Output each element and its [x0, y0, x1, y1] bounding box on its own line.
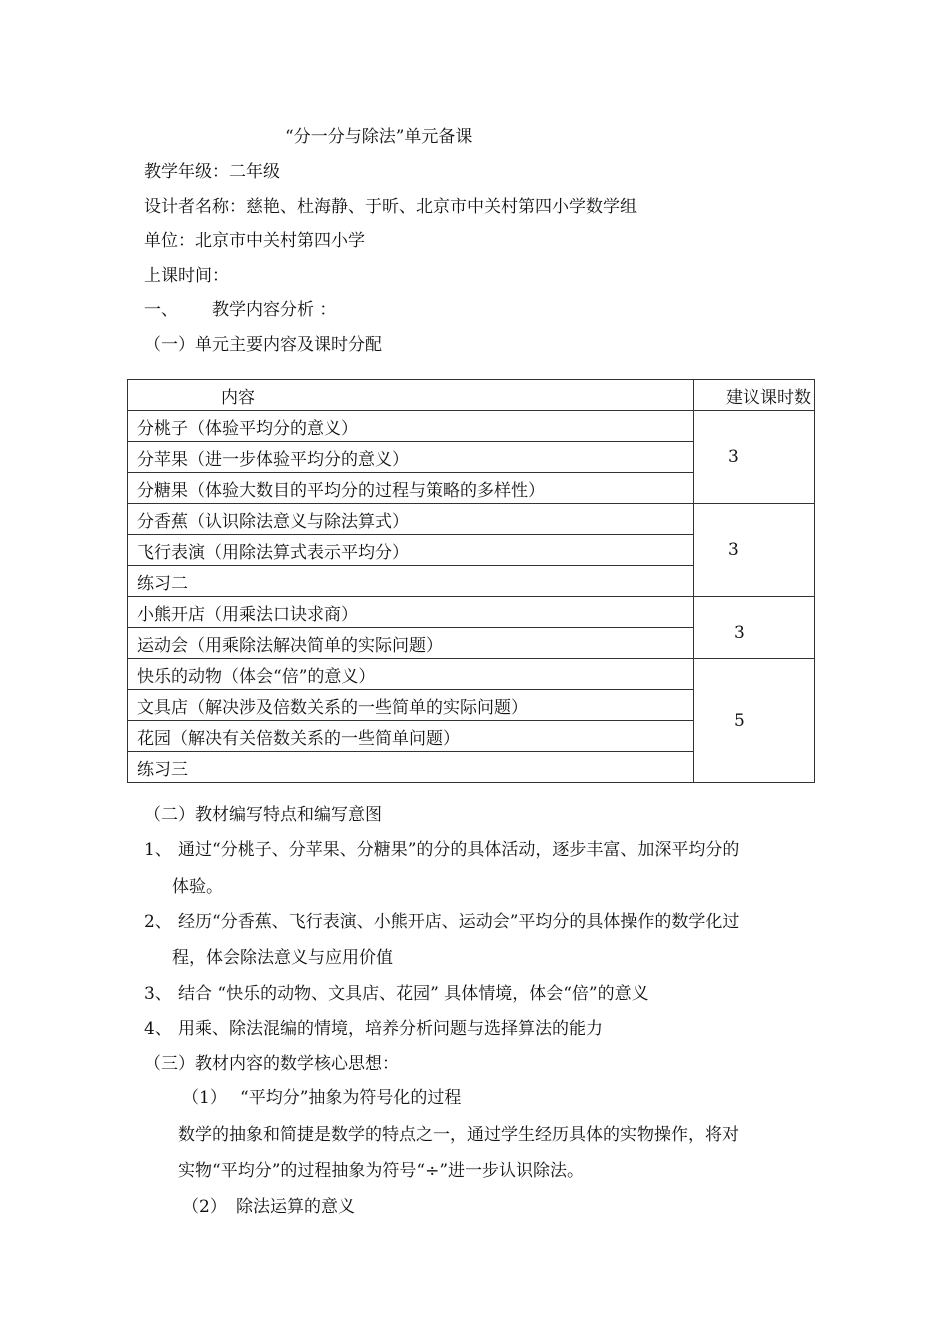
- hours-cell: 5: [694, 659, 815, 783]
- hours-cell: 3: [694, 597, 815, 659]
- lesson-cell: 小熊开店（用乘法口诀求商）: [128, 597, 694, 628]
- lesson-cell: 分桃子（体验平均分的意义）: [128, 411, 694, 442]
- lesson-cell: 快乐的动物（体会“倍”的意义）: [128, 659, 694, 690]
- lesson-cell: 练习三: [128, 752, 694, 783]
- point-text: 经历“分香蕉、飞行表演、小熊开店、运动会”平均分的具体操作的数学化过: [178, 912, 740, 932]
- core-paragraph-line: 数学的抽象和简捷是数学的特点之一，通过学生经历具体的实物操作，将对: [178, 1125, 739, 1145]
- table-row: [128, 504, 815, 535]
- subsection-1-heading: （一）单元主要内容及课时分配: [144, 335, 382, 355]
- point-text-continued: 体验。: [172, 877, 223, 897]
- lesson-cell: 分苹果（进一步体验平均分的意义）: [128, 442, 694, 473]
- table-row: [128, 659, 815, 690]
- unit-line: 单位：北京市中关村第四小学: [144, 231, 365, 251]
- grade-line: 教学年级：二年级: [144, 162, 280, 182]
- header-content: 内容: [128, 380, 694, 411]
- core-paragraph-line: 实物“平均分”的过程抽象为符号“÷”进一步认识除法。: [178, 1161, 585, 1181]
- core-item-2-number: （2）: [182, 1197, 227, 1217]
- lesson-cell: 文具店（解决涉及倍数关系的一些简单的实际问题）: [128, 690, 694, 721]
- lesson-cell: 花园（解决有关倍数关系的一些简单问题）: [128, 721, 694, 752]
- table-header-row: [128, 380, 815, 411]
- point-number: 1、: [144, 840, 172, 860]
- subsection-2-heading: （二）教材编写特点和编写意图: [144, 805, 382, 825]
- document-title: “分一分与除法”单元备课: [285, 127, 473, 147]
- hours-cell: 3: [694, 411, 815, 504]
- point-text-continued: 程，体会除法意义与应用价值: [172, 948, 393, 968]
- point-text: 结合 “快乐的动物、文具店、花园” 具体情境，体会“倍”的意义: [178, 984, 649, 1004]
- core-item-1-number: （1）: [182, 1088, 227, 1108]
- lesson-cell: 飞行表演（用除法算式表示平均分）: [128, 535, 694, 566]
- core-item-1-title: “平均分”抽象为符号化的过程: [240, 1088, 462, 1108]
- lesson-cell: 分糖果（体验大数目的平均分的过程与策略的多样性）: [128, 473, 694, 504]
- point-number: 2、: [144, 912, 172, 932]
- table-row: [128, 411, 815, 442]
- lesson-cell: 运动会（用乘除法解决简单的实际问题）: [128, 628, 694, 659]
- section1-title: 教学内容分析 ：: [212, 300, 337, 320]
- header-hours: 建议课时数: [694, 380, 815, 411]
- lesson-cell: 练习二: [128, 566, 694, 597]
- time-line: 上课时间：: [144, 266, 229, 286]
- point-number: 4、: [144, 1019, 172, 1039]
- point-number: 3、: [144, 984, 172, 1004]
- designers-line: 设计者名称：慈艳、杜海静、于昕、北京市中关村第四小学数学组: [144, 197, 637, 217]
- table-row: [128, 597, 815, 628]
- subsection-3-heading: （三）教材内容的数学核心思想：: [144, 1054, 399, 1074]
- core-item-2-title: 除法运算的意义: [236, 1197, 355, 1217]
- point-text: 通过“分桃子、分苹果、分糖果”的分的具体活动，逐步丰富、加深平均分的: [178, 840, 740, 860]
- point-text: 用乘、除法混编的情境，培养分析问题与选择算法的能力: [178, 1019, 603, 1039]
- lesson-allocation-table: [127, 379, 815, 783]
- section1-number: 一、: [144, 300, 178, 320]
- lesson-cell: 分香蕉（认识除法意义与除法算式）: [128, 504, 694, 535]
- hours-cell: 3: [694, 504, 815, 597]
